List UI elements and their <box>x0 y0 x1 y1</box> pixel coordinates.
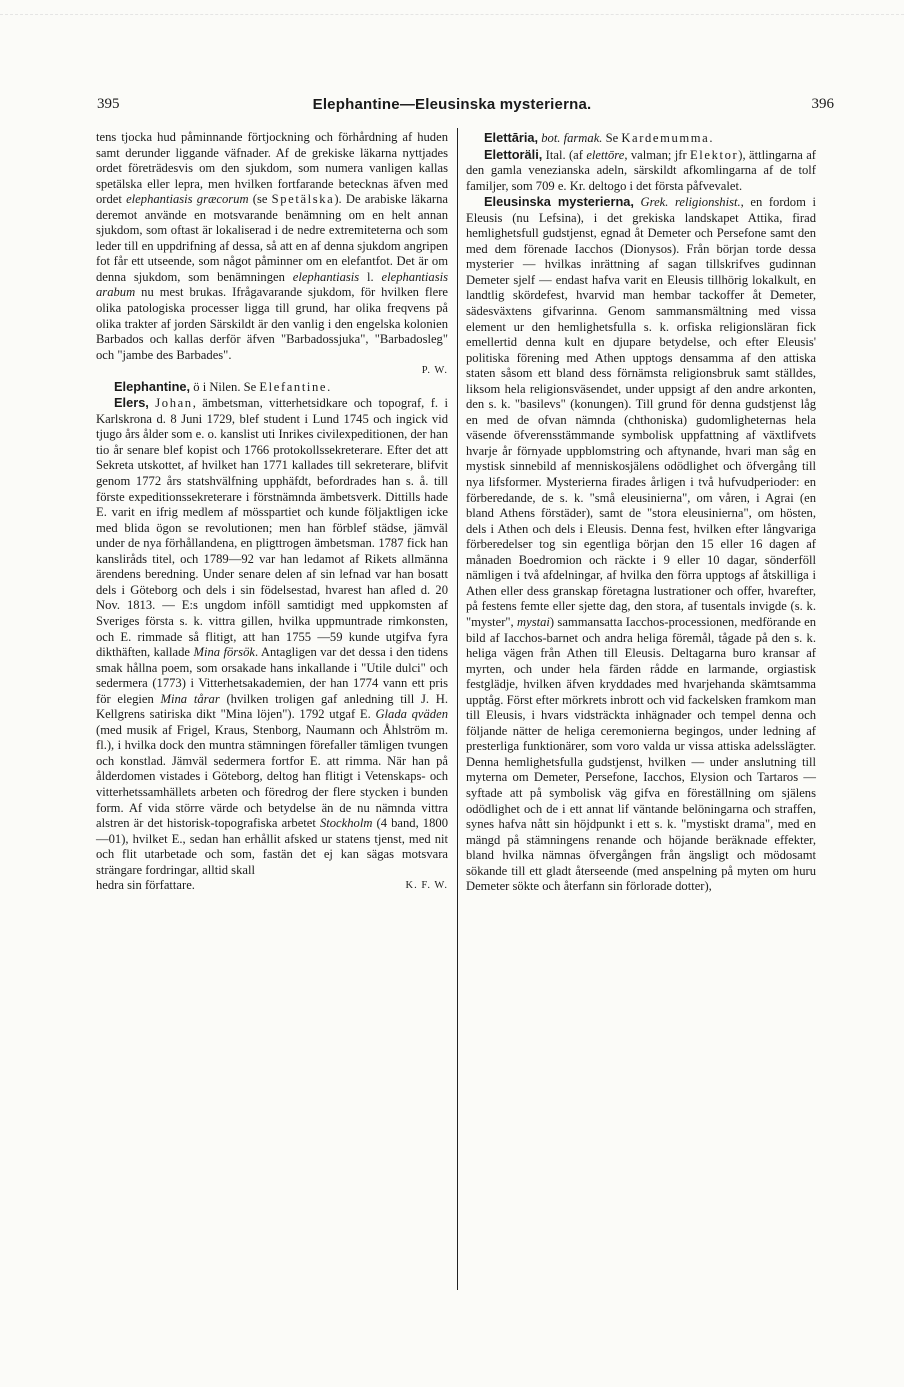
page-number-right: 396 <box>811 96 834 112</box>
running-title: Elephantine—Eleusinska mysterierna. <box>312 96 592 113</box>
page-number-left: 395 <box>97 96 120 112</box>
signature-pw: P. W. <box>421 365 448 377</box>
entry-elephantiasis-continued: tens tjocka hud påminnande förtjockning och förhårdning af huden samt derunder liggande väfnader. Af de grekiske läkarna nyttjades ordet företrädesvis om den sjukdom, som numera vanligen kallas spetälska eller lepra, men hvilken fortfarande betecknas äfven med ordet elephantiasis græcorum (se Spetälska). De arabiske läkarna deremot använde en motsvarande benämning om en helt annan sjukdom, som oftast är lokaliserad i de nedre extremiteterna och som leder till en uppdrifning af dessa, så att en af denna sjukdom angripen fot får ett utseende, som något påminner om en elefantfot. Det är om denna sjukdom, som benämningen elephantiasis l. elephantiasis arabum nu mest brukas. Ifrågavarande sjukdom, för hvilken flere olika patologiska processer ligga till grund, har olika freqvens på olika trakter af jorden Särskildt är den vanlig i den engelska kolonien Barbados och kallas derför äfven "Barbadossjuka", "Barbadosleg" och "jambe des Barbades". <box>96 130 448 362</box>
entry-elettorali: Elettoräli, Ital. (af elettōre, valman; jfr Elektor), ättlingarna af den gamla venezianska adeln, särskildt afkomlingarna af de tolf familjer, som 709 e. Kr. deltogo i det första påfvevalet. <box>466 146 816 193</box>
entry-elers: Elers, Johan, ämbetsman, vitterhetsidkare och topograf, f. i Karlskrona d. 8 Juni 1729, blef student i Lund 1745 och ingick vid tjugo års ålder som e. o. kanslist uti Inrikes civilexpeditionen, der han tio år senare blef kopist och 1766 protokollssekreterare. Efter det att Sekreta utskottet, af hvilket han 1771 kallades till sekreterare, blifvit genom 1772 års statshvälfning upphäfdt, befordrades han s. å. till förste expeditionssekreterare i förstnämnda ämbetsverk. Dittills hade E. varit en ifrig medlem af mösspartiet och kunde följaktligen icke med blida ögon se revolutionen; men han förblef städse, jämväl under de nya förhållandena, en pligttrogen ämbetsman. 1787 fick han kansliråds titel, och 1789—92 var han ledamot af Rikets allmänna ärendens beredning. Under senare delen af sin lefnad var han bosatt dels i Göteborg och dels i sin födelsestad, hvarest han afled d. 20 Nov. 1813. — E:s ungdom inföll samtidigt med uppkomsten af Sveriges första s. k. vittra gillen, hvilka uppmuntrade rimkonsten, och E. rimmade så flitigt, att han 1755 —59 kunde utgifva fyra dikthäften, kallade Mina försök. Antagligen var det dessa i den tidens smak hållna poem, som orsakade hans inkallande i "Utile dulci" och sedermera (1773) i Vitterhetsakademien, der han 1774 vann ett pris för elegien Mina tårar (hvilken troligen gaf anledning till J. H. Kellgrens satiriska dikt "Mina löjen"). 1792 utgaf E. Glada qväden (med musik af Frigel, Kraus, Stenborg, Naumann och Åhlström m. fl.), i hvilka dock den muntra stämningen förefaller tämligen tvungen och konstlad. Jämväl sedermera fortfor E. att rimma. När han på ålderdomen vistades i Göteborg, deltog han flitigt i Vetenskaps- och vitterhetssamhällets arbeten och föredrog der flere stycken i bunden form. Af vida större värde och betydelse än de nu nämnda vittra alstren är det historisk-topografiska arbetet Stockholm (4 band, 1800—01), hvilket E., sedan han erhållit afsked ur statens tjenst, med nit och flit utarbetade och som, fastän det ej kan sägas motsvara strängare fordringar, alltid skall <box>96 395 449 877</box>
left-column <box>96 130 448 894</box>
entry-elephantine: Elephantine, ö i Nilen. Se Elefantine. <box>114 378 331 394</box>
entry-eleusinska-mysterierna: Eleusinska mysterierna, Grek. religionshist., en fordom i Eleusis (nu Lefsina), i det grekiska landskapet Attika, firad hemlighetsfull gudstjenst, egnad åt Demeter och Persefone samt den med dem förenade Iacchos (Dionysos). Från början torde dessa mysterier — hvilkas inrättning af sagan tillskrifves gudinnan Demeter sjelf — endast hafva varit en Eleusis tillhörig lokalkult, en landtlig skördefest, hvarvid man hembar tackoffer åt Demeter, sädesväxtens gifvarinna. Genom sammansmältning med vissa element ur den hemlighetsfulla s. k. orfiska religionsläran fick emellertid denna kult en djupare betydelse, och efter Eleusis' politiska förening med Athen upptogs densamma af den attiska staten såsom ett bland dess förnämsta religionsbruk samt ställdes, liksom hela religionsväsendet, under uppsigt af den andre arkonten, den s. k. "basilevs" (konungen). Till grund för denna gudstjenst låg en med de ofvan nämnda (chthoniska) gudomligheternas hela väsende öfverensstämmande symbolisk uppfattning af växtlifvets hvarje år förnyade uppblomstring och aftynande, hvari man såg en mystisk sinnebild af menniskosjälens odödlighet och öfvergång till nya lifsformer. Mysterierna firades årligen i två hufvudperioder: en förberedande, de s. k. "små eleusinierna", om våren, i Agrai (en bland Athens förstäder), samt de "stora eleusinierna", om hösten, dels i Athen och dels i Eleusis. Denna fest, hvilken efter långvariga förberedelser tog sin egentliga början den 15 eller 16 dagen af månaden Boedromion och räckte i 9 eller 10 dagar, sönderföll nämligen i två afdelningar, af hvilka den förra upptogs af åtskilliga i Athen eller dess granskap företagna lustrationer och offer, hvarefter, på festens femte eller sjette dag, den stora, af tusentals invigde (s. k. "myster", mystai) sammansatta Iacchos-processionen, medförande en bild af Iacchos-barnet och andra heliga föremål, tågade på den s. k. heliga vägen från Athen till Eleusis. Deltagarna buro kransar af myrten, och under hela färden rådde en larmande, orgiastisk festglädje, hvilken äfven kryddades med hvarjehanda skämtsamma upptåg. Först efter mörkrets inbrott och vid fackelsken framkom man till Eleusis, i hvars vidsträckta inhägnader och tempel denna och följande nätter de heliga ceremonierna begingos, under ledning af presterliga funktionärer, som voro valda ur vissa attiska adelsslägter. Denna hemlighetsfulla gudstjenst, hvilken — under anslutning till myterna om Demeter, Persefone, Iacchos, Elysion och Tartaros — syftade att på symbolisk väg gifva en föreställning om själens odödlighet och de i ett annat lif väntande belöningarna och straffen, synes hafva nått sin höjdpunkt i ett s. k. "mystiskt drama", med en mängd på stämningens renande och höjande beräknade effekter, bland hvilka nämnas öfvergången från ängsligt och mödosamt sökande till ett gladt återseende (med anspelning på myten om huru Demeter sökte och återfann sin förlorade dotter), <box>466 194 816 894</box>
entry-elettaria: Elettāria, bot. farmak. Se Kardemumma. <box>484 130 713 145</box>
right-column <box>466 130 816 895</box>
page-header <box>0 96 904 118</box>
column-divider <box>457 128 458 1290</box>
entry-elers-last-line: hedra sin författare. K. F. W. <box>96 878 448 893</box>
scan-edge-noise <box>0 14 904 16</box>
signature-kfw: K. F. W. <box>405 880 448 892</box>
